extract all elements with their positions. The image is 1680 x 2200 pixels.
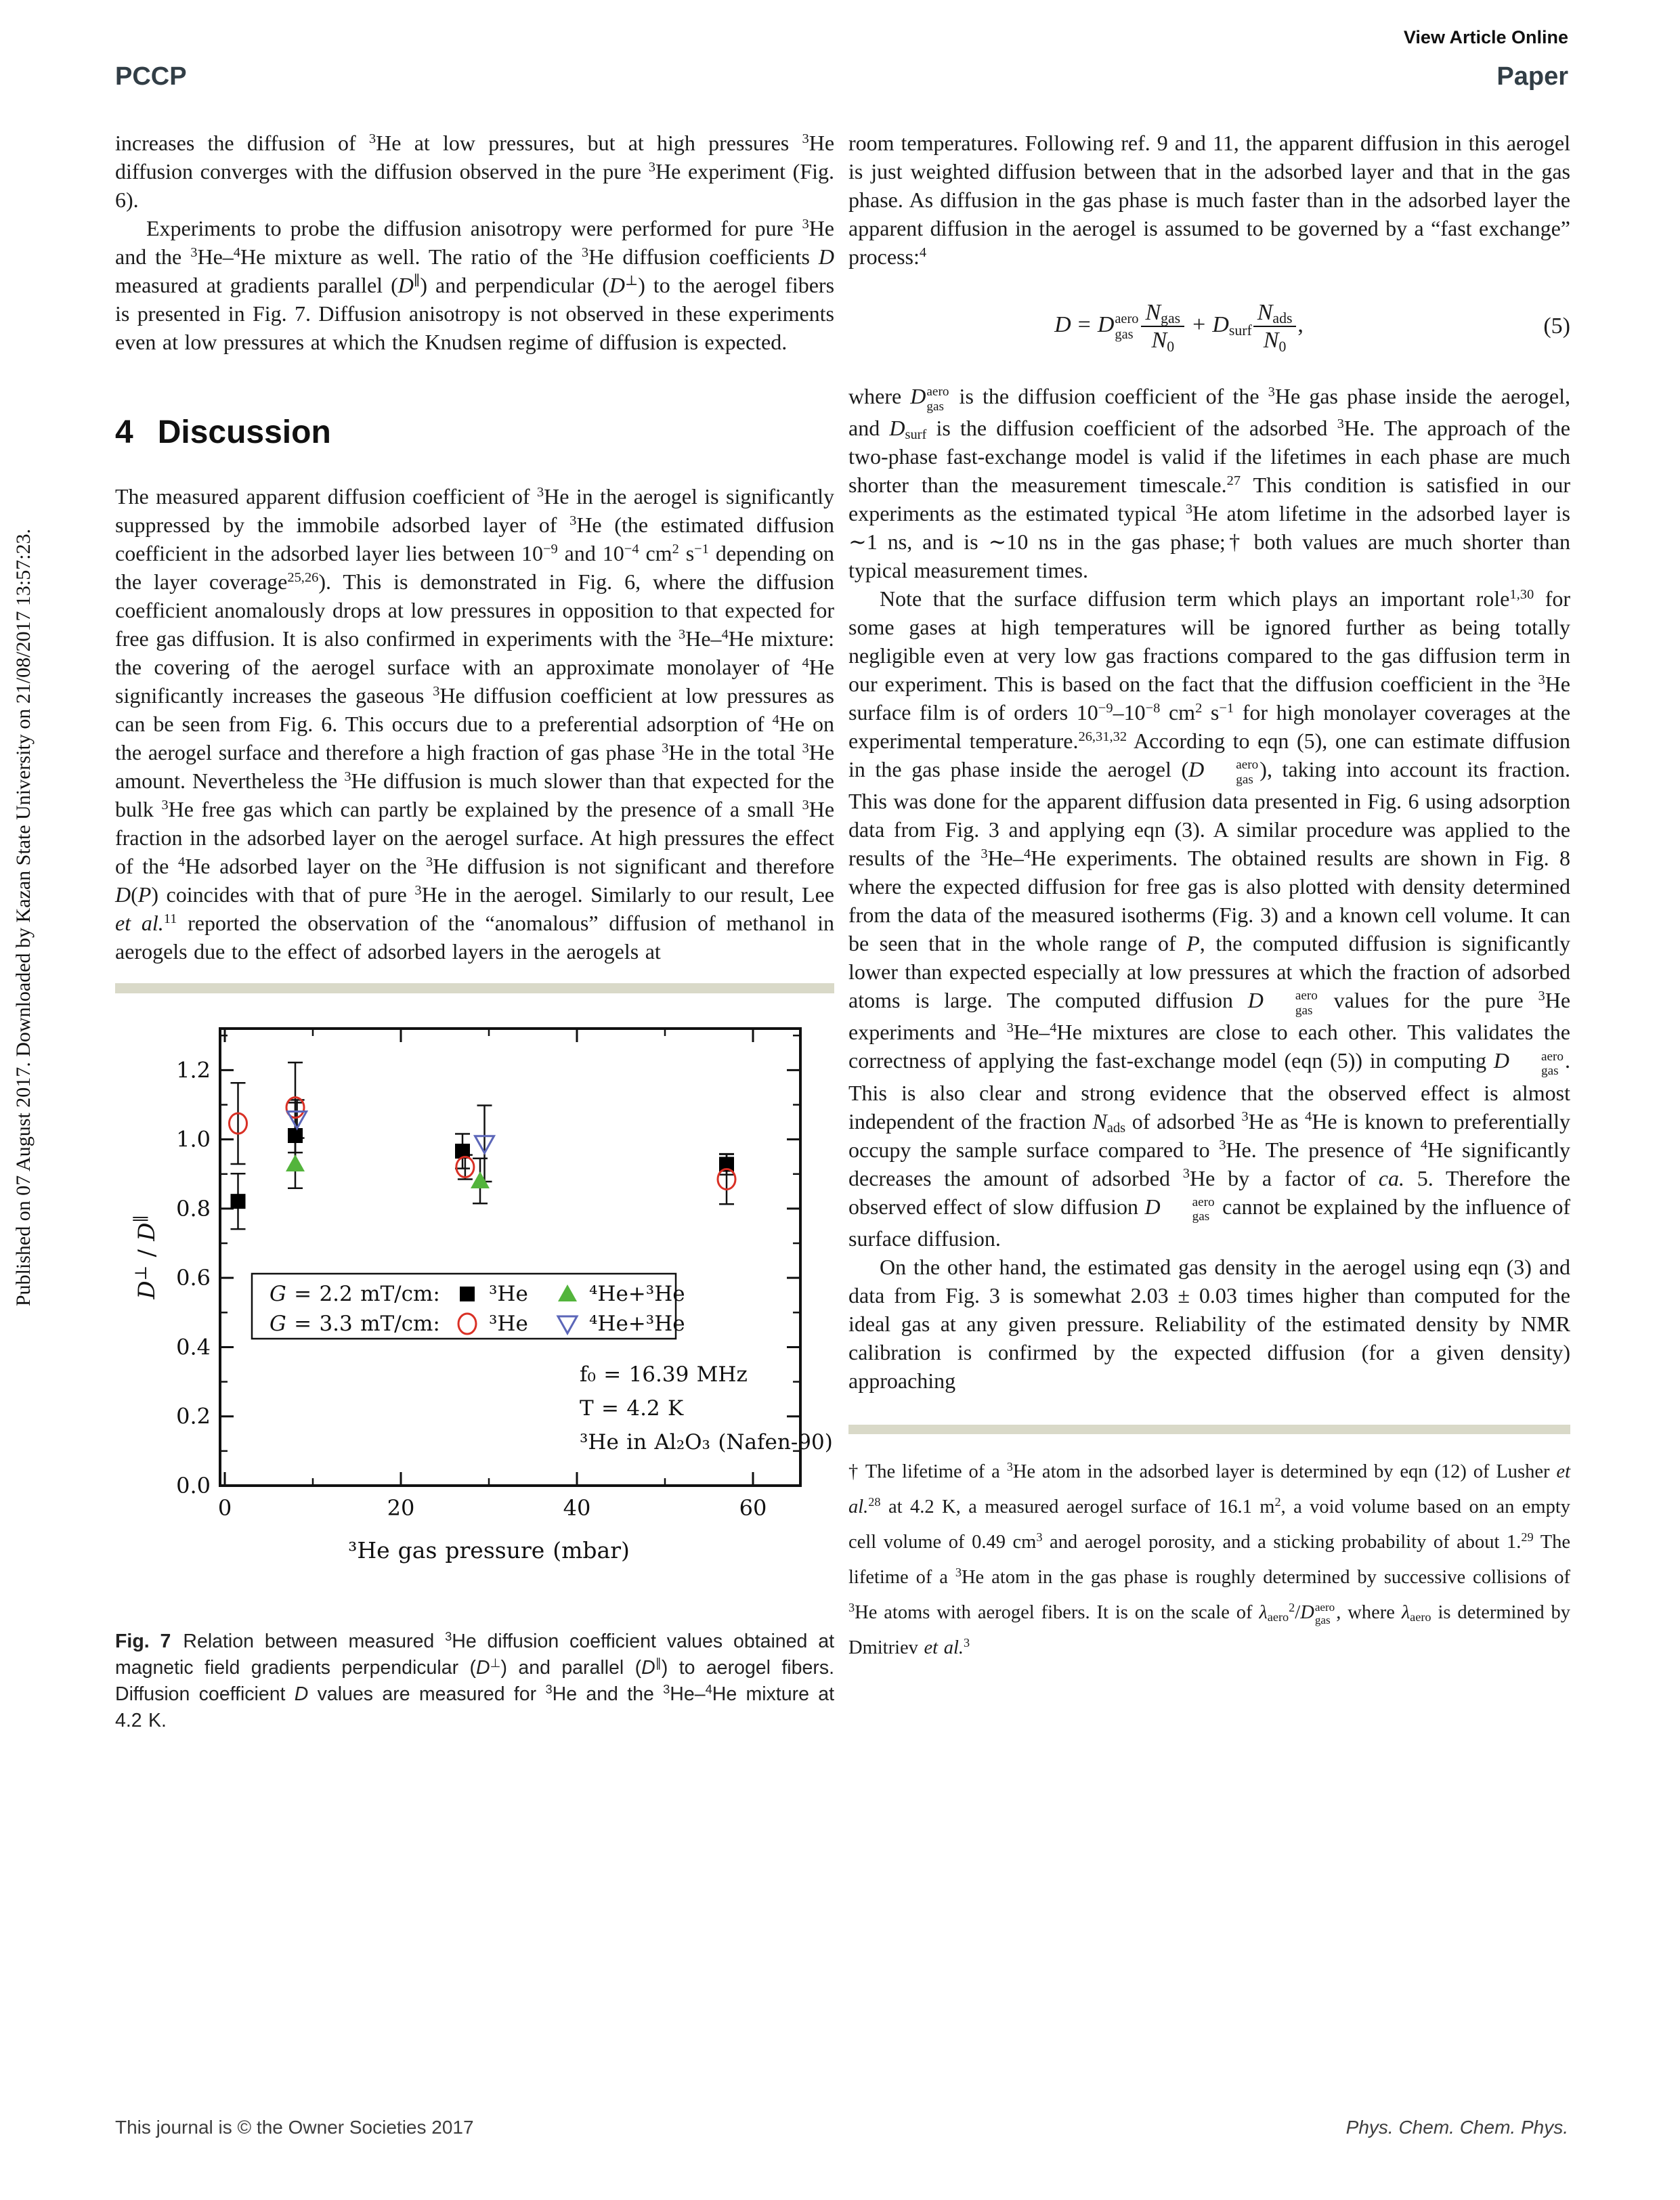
svg-text:0.0: 0.0 xyxy=(176,1473,211,1498)
svg-text:1.2: 1.2 xyxy=(176,1057,211,1083)
paragraph: where D aero gas is the diffusion coefficient of the $^3$He gas phase inside the aerogel, and $D_{surf}$ is the diffusion coefficient of the adsorbed $^3$He. The approach of the two-phase fast-exchange model is valid if the lifetimes in each phase are much shorter than the measurement timescale.$^{27}$ This condition is satisfied in our experiments as the estimated typical $^3$He atom lifetime in the adsorbed layer is ∼1 ns, and is ∼10 ns in the gas phase;† both values are much shorter than typical measurement times. xyxy=(848,384,1571,583)
equation-5 xyxy=(848,299,1570,353)
sidebar-publication-note: Published on 07 August 2017. Downloaded by Kazan State University on 21/08/2017 13:57:23. xyxy=(12,528,35,1307)
svg-text:0.4: 0.4 xyxy=(176,1334,211,1360)
footer-journal-title: Phys. Chem. Chem. Phys. xyxy=(1345,2117,1568,2138)
article-type: Paper xyxy=(1496,62,1568,91)
svg-text:³He: ³He xyxy=(489,1312,528,1336)
footnote: † The lifetime of a $^3$He atom in the adsorbed layer is determined by eqn (12) of Lusher et al.$^{28}$ at 4.2 K, a measured aerogel surface of 16.1 $m^2$, a void volume based on an empty cell volume of 0.49 $cm^3$ and aerogel porosity, and a sticking probability of about 1.29 The lifetime of a $^3$He atom in the gas phase is roughly determined by successive collisions of $^3$He atoms with aerogel fibers. It is on the scale of $\lambda_{aero}^2/D$ aero gas , where $\lambda_{aero}$ is determined by Dmitriev et al.$^3$ xyxy=(848,1459,1571,1658)
paragraph: room temperatures. Following ref. 9 and 11, the apparent diffusion in this aerogel is just weighted diffusion between that in the adsorbed layer and that in the gas phase. As diffusion in the gas phase is much faster than in the adsorbed layer the apparent diffusion in the aerogel is assumed to be governed by a “fast exchange” process:$^4$ xyxy=(848,131,1570,269)
view-article-online-link[interactable]: View Article Online xyxy=(1403,27,1568,47)
section-heading xyxy=(115,414,834,450)
journal-name: PCCP xyxy=(115,62,187,91)
svg-text:³He in Al₂O₃ (Nafen-90): ³He in Al₂O₃ (Nafen-90) xyxy=(580,1430,833,1454)
paragraph: increases the diffusion of $^3$He at low pressures, but at high pressures $^3$He diffusion converges with the diffusion observed in the pure $^3$He experiment (Fig. 6). xyxy=(115,131,835,212)
equation-number: (5) xyxy=(1543,314,1570,339)
svg-text:0.2: 0.2 xyxy=(176,1403,211,1429)
svg-text:0.6: 0.6 xyxy=(176,1265,211,1291)
left-column xyxy=(115,129,834,1734)
section-number: 4 xyxy=(115,414,133,450)
svg-text:0.8: 0.8 xyxy=(176,1195,211,1222)
svg-text:D⊥​ / D∥​: D⊥ / D∥ xyxy=(131,1215,160,1299)
svg-text:40: 40 xyxy=(563,1495,591,1521)
svg-text:T = 4.2 K: T = 4.2 K xyxy=(580,1396,684,1421)
svg-text:³He gas pressure (mbar): ³He gas pressure (mbar) xyxy=(348,1537,630,1563)
svg-text:f₀ = 16.39 MHz: f₀ = 16.39 MHz xyxy=(580,1362,748,1387)
footnote-separator xyxy=(848,1425,1570,1434)
equation-body: D = D aero gas $\frac{N_{gas}}{N_0}$ + $D_{surf}$ $\frac{N_{ads}}{N_0}$ , xyxy=(1054,300,1304,355)
figure-separator xyxy=(115,983,834,993)
figure-caption-text: Relation between measured $^3$He diffusion coefficient values obtained at magnetic field gradients perpendicular (D⊥) and parallel (D∥) to aerogel fibers. Diffusion coefficient D values are measured for $^3$He and the $^3$He–$^4$He mixture at 4.2 K. xyxy=(115,1629,834,1731)
figure-7 xyxy=(115,1008,834,1734)
figure-caption xyxy=(115,1629,834,1734)
svg-text:60: 60 xyxy=(739,1495,767,1521)
paragraph: Experiments to probe the diffusion anisotropy were performed for pure $^3$He and the $^3$He–$^4$He mixture as well. The ratio of the $^3$He diffusion coefficients D measured at gradients parallel (D∥) and perpendicular (D⊥) to the aerogel fibers is presented in Fig. 7. Diffusion anisotropy is not observed in these experiments even at low pressures at which the Knudsen regime of diffusion is expected. xyxy=(115,216,835,354)
paragraph: Note that the surface diffusion term which plays an important role$^{1,30}$ for some gases at high temperatures will be ignored further as being totally negligible even at very low gas fractions compared to the gas diffusion term in our experiment. This is based on the fact that the diffusion coefficient in the $^3$He surface film is of orders $10^{-9}-10^{-8}$ $cm^2$ $s^{-1}$ for high monolayer coverages at the experimental temperature.$^{26,31,32}$ According to eqn (5), one can estimate diffusion in the gas phase inside the aerogel (D aero gas ), taking into account its fraction. This was done for the apparent diffusion data presented in Fig. 6 using adsorption data from Fig. 3 and applying eqn (3). A similar procedure was applied to the results of the $^3$He–$^4$He experiments. The obtained results are shown in Fig. 8 where the expected diffusion for free gas is also plotted with density determined from the data of the measured isotherms (Fig. 3) and a known cell volume. It can be seen that in the whole range of P, the computed diffusion is significantly lower than expected especially at low pressures at which the fraction of adsorbed atoms is large. The computed diffusion D aero gas values for the pure $^3$He experiments and $^3$He–$^4$He mixtures are close to each other. This validates the correctness of applying the fast-exchange model (eqn (5)) in computing D aero gas . This is also clear and strong evidence that the observed effect is almost independent of the fraction $N_{ads}$ of adsorbed $^3$He as $^4$He is known to preferentially occupy the sample surface compared to $^3$He. The presence of $^4$He significantly decreases the amount of adsorbed $^3$He by a factor of ca. 5. Therefore the observed effect of slow diffusion D aero gas cannot be explained by the influence of surface diffusion. xyxy=(848,586,1571,1251)
paragraph: On the other hand, the estimated gas density in the aerogel using eqn (3) and data from Fig. 3 is somewhat 2.03 ± 0.03 times higher than computed for the ideal gas at any given pressure. Reliability of the estimated density by NMR calibration is confirmed by the expected diffusion (for a given density) approaching xyxy=(848,1254,1570,1393)
svg-text:³He: ³He xyxy=(489,1282,528,1306)
figure-7-plot xyxy=(115,1008,833,1592)
section-title: Discussion xyxy=(157,414,331,450)
footer-copyright: This journal is © the Owner Societies 2017 xyxy=(115,2117,474,2138)
figure-caption-label: Fig. 7 xyxy=(115,1631,171,1652)
right-column xyxy=(848,129,1570,1666)
svg-text:1.0: 1.0 xyxy=(176,1126,211,1152)
svg-text:20: 20 xyxy=(387,1495,415,1521)
svg-text:⁴He+³He: ⁴He+³He xyxy=(589,1282,685,1306)
svg-text:⁴He+³He: ⁴He+³He xyxy=(589,1312,685,1336)
paragraph: The measured apparent diffusion coefficient of $^3$He in the aerogel is significantly suppressed by the immobile adsorbed layer of $^3$He (the estimated diffusion coefficient in the adsorbed layer lies between $10^{-9}$ and $10^{-4}$ $cm^2$ $s^{-1}$ depending on the layer coverage$^{25,26}$). This is demonstrated in Fig. 6, where the diffusion coefficient anomalously drops at low pressures in opposition to that expected for free gas diffusion. It is also confirmed in experiments with the $^3$He–$^4$He mixture: the covering of the aerogel surface with an approximate monolayer of $^4$He significantly increases the gaseous $^3$He diffusion coefficient at low pressures as can be seen from Fig. 6. This occurs due to a preferential adsorption of $^4$He on the aerogel surface and therefore a high fraction of gas phase $^3$He in the total $^3$He amount. Nevertheless the $^3$He diffusion is much slower than that expected for the bulk $^3$He free gas which can partly be explained by the presence of a small $^3$He fraction in the adsorbed layer on the aerogel surface. At high pressures the effect of the $^4$He adsorbed layer on the $^3$He diffusion is not significant and therefore D(P) coincides with that of pure $^3$He in the aerogel. Similarly to our result, Lee et al.$^{11}$ reported the observation of the “anomalous” diffusion of methanol in aerogels due to the effect of adsorbed layers in the aerogels at xyxy=(115,484,835,964)
svg-text:G = 3.3 mT/cm:: G = 3.3 mT/cm: xyxy=(270,1312,440,1336)
svg-text:G = 2.2 mT/cm:: G = 2.2 mT/cm: xyxy=(270,1282,440,1306)
svg-text:0: 0 xyxy=(217,1495,232,1521)
